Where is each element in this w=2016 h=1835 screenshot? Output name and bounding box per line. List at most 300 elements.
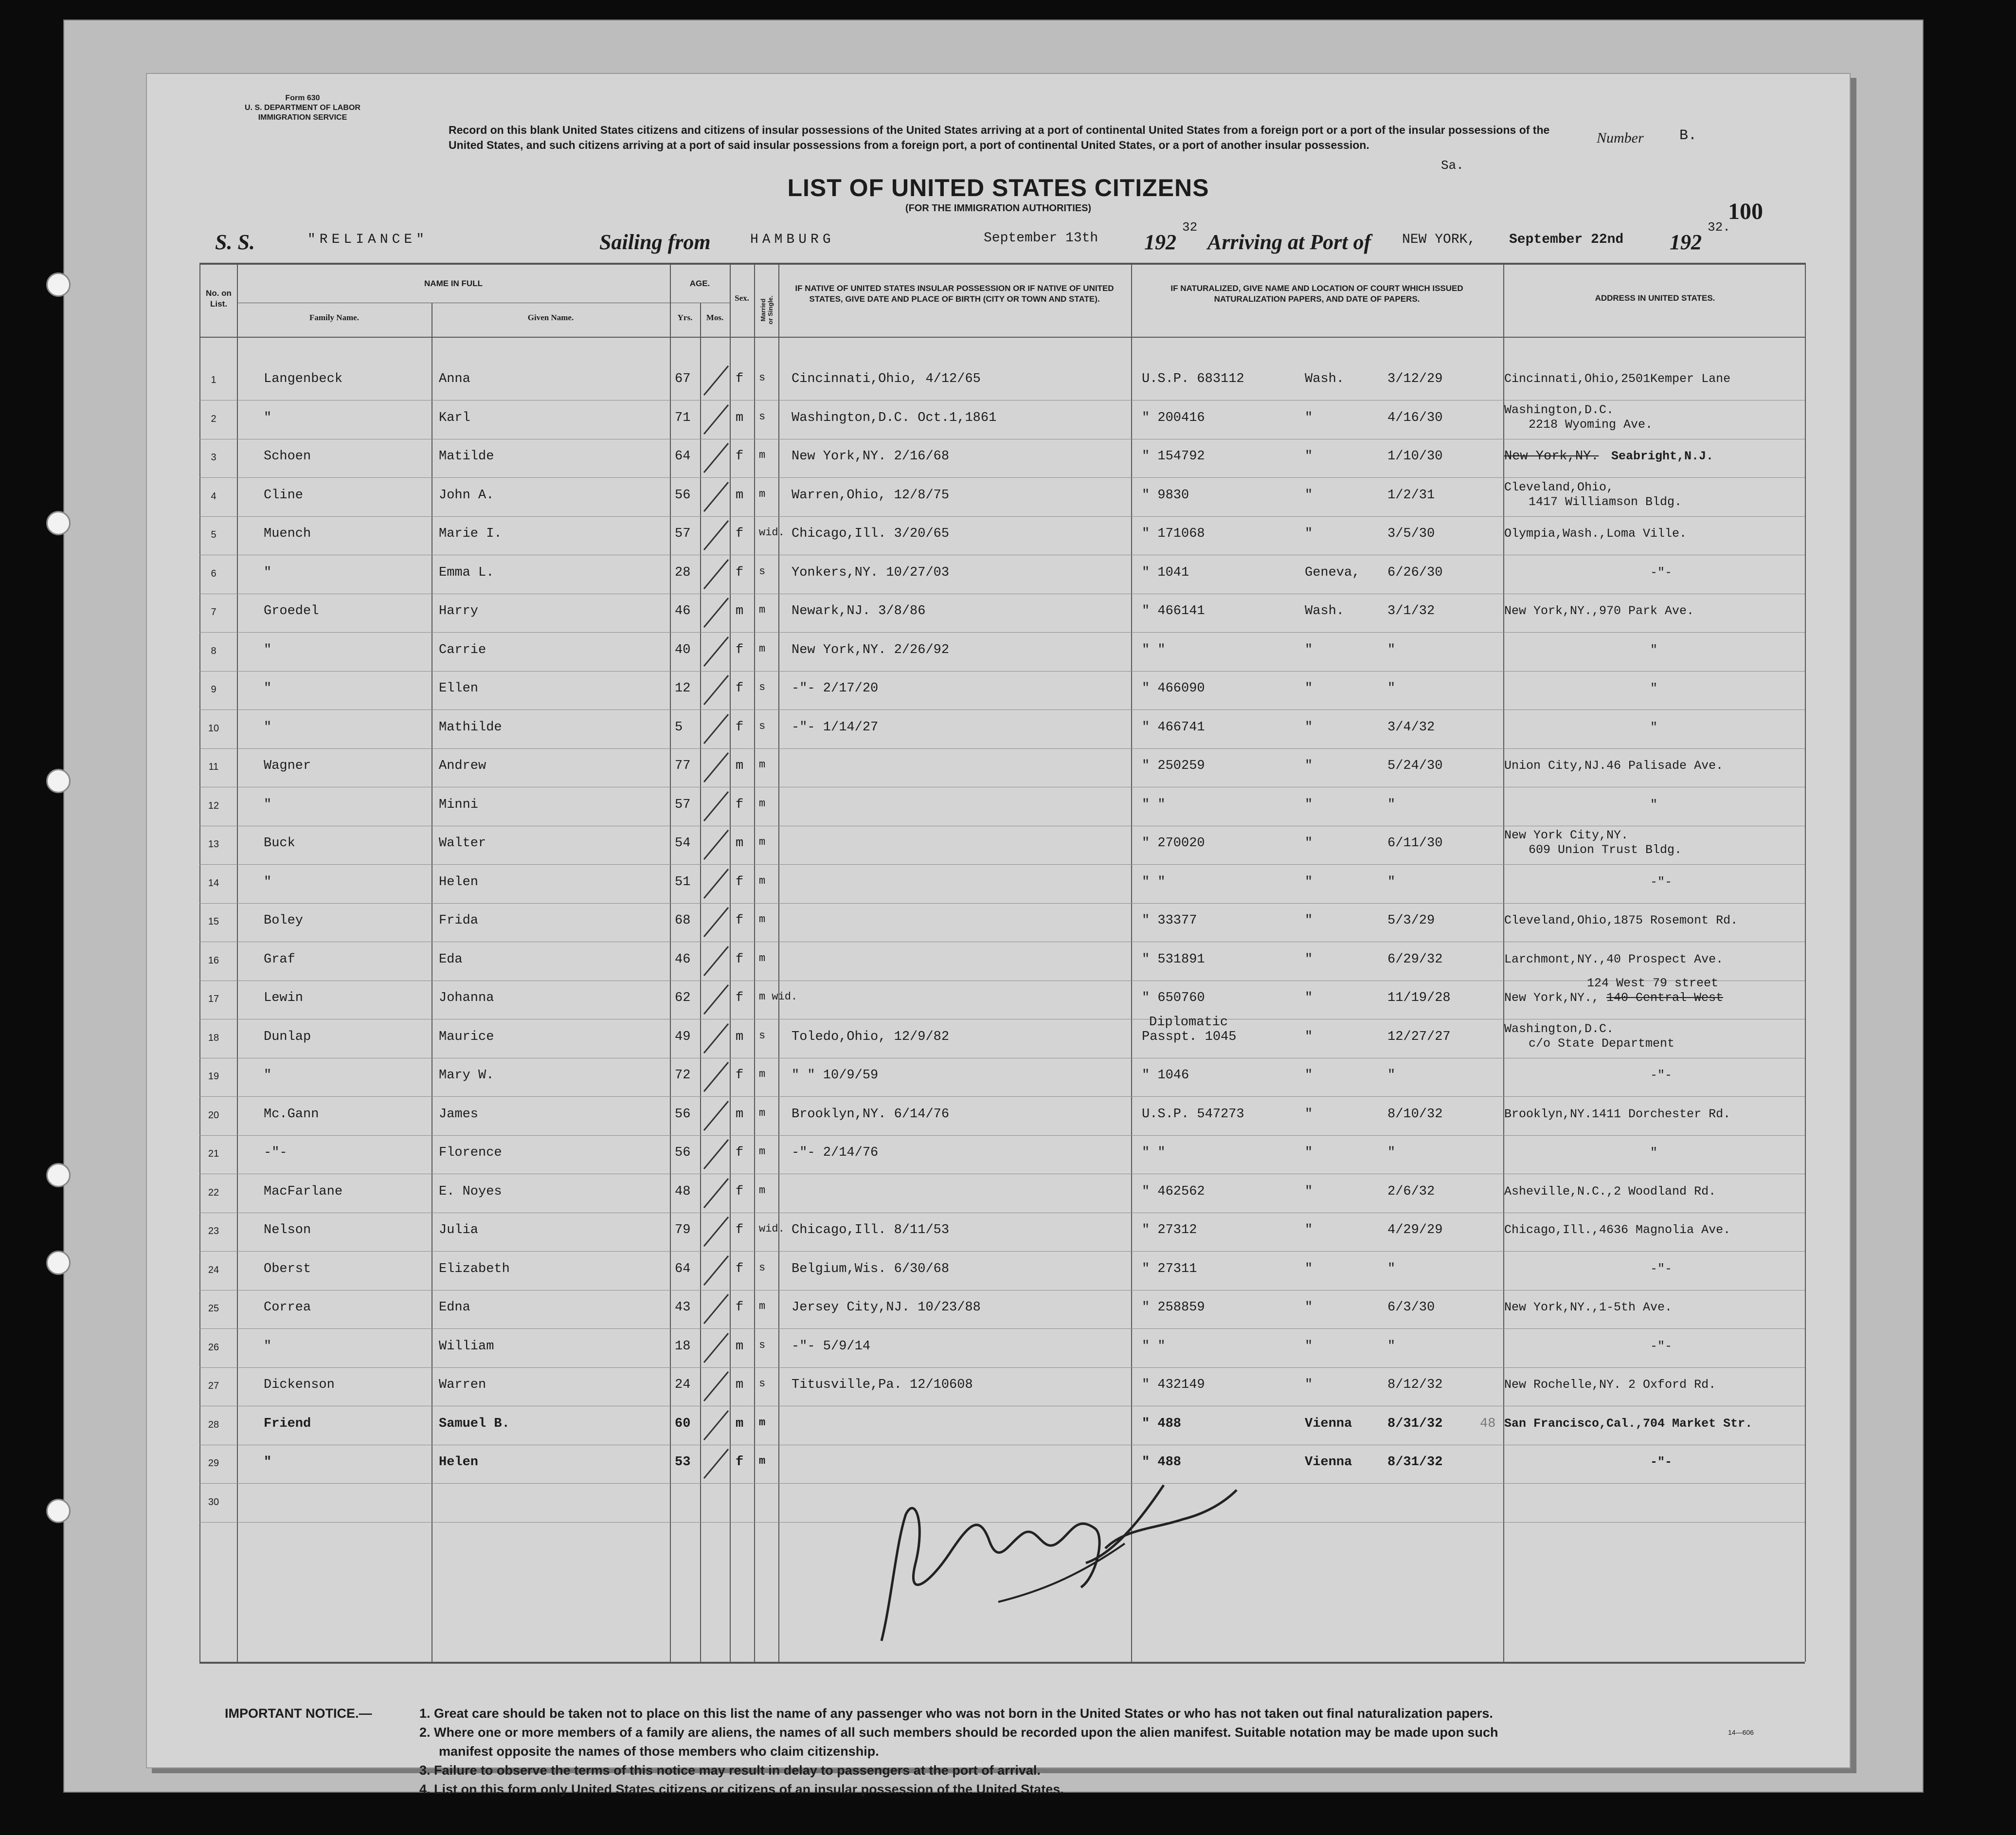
tick-mark-icon — [702, 673, 731, 707]
row-nat_b: " — [1305, 1184, 1313, 1199]
row-nat_c: 5/24/30 — [1387, 759, 1443, 773]
row-age: 24 — [675, 1378, 691, 1392]
row-age: 56 — [675, 1107, 691, 1122]
col-mos: Mos. — [706, 313, 724, 322]
col-name-in-full: NAME IN FULL — [424, 279, 483, 288]
row-nat_a: " 1046 — [1142, 1068, 1189, 1083]
row-nat_b: " — [1305, 449, 1313, 464]
row-number: 16 — [208, 955, 219, 966]
row-nat_a: " 33377 — [1142, 913, 1197, 928]
row-rule — [199, 477, 1805, 478]
row-birth: -"- 2/14/76 — [792, 1145, 879, 1160]
row-nat_b: " — [1305, 527, 1313, 541]
row-family: Groedel — [264, 604, 319, 618]
arriving-label: Arriving at Port of — [1207, 230, 1371, 254]
row-nat_a: " 462562 — [1142, 1184, 1205, 1199]
col-birth: IF NATIVE OF UNITED STATES INSULAR POSSESSION OR IF NATIVE OF UNITED STATES, GIVE DATE AND PLACE OF BIRTH (CITY OR TOWN AND STATE). — [795, 284, 1114, 304]
row-nat_b: " — [1305, 874, 1313, 890]
row-given: Marie I. — [439, 527, 502, 541]
row-ms: m — [759, 797, 766, 810]
row-sex: m — [736, 836, 744, 851]
from-port: HAMBURG — [750, 232, 835, 247]
row-sex: f — [736, 1145, 744, 1160]
row-addr: New York,NY.,1-5th Ave. — [1504, 1300, 1673, 1314]
row-family: Buck — [264, 836, 295, 851]
sa-mark: Sa. — [1441, 158, 1464, 173]
row-number: 24 — [208, 1264, 219, 1275]
row-rule — [199, 903, 1805, 904]
tick-mark-icon — [702, 557, 731, 591]
tick-mark-icon — [702, 867, 731, 901]
row-age: 46 — [675, 952, 691, 967]
row-nat_a: " 466141 — [1142, 604, 1205, 618]
row-given: E. Noyes — [439, 1184, 502, 1199]
row-age: 60 — [675, 1416, 691, 1431]
row-nat_c: " — [1387, 681, 1396, 696]
row-addr_struck2: 140 Central West — [1606, 991, 1724, 1005]
row-nat_a: " 1041 — [1142, 565, 1189, 580]
row-addr: New York,NY., — [1504, 991, 1600, 1005]
row-nat_c: 6/11/30 — [1387, 836, 1443, 851]
row-addr: Cleveland,Ohio, — [1504, 480, 1614, 494]
row-addr: " — [1650, 1145, 1658, 1160]
row-number: 28 — [208, 1419, 219, 1430]
row-addr: " — [1650, 681, 1658, 695]
row-nat_c: 8/31/32 — [1387, 1455, 1443, 1470]
sailing-label: Sailing from — [599, 230, 711, 254]
row-age: 64 — [675, 449, 691, 464]
row-nat_a: " 9830 — [1142, 488, 1189, 503]
row-nat_a: " 258859 — [1142, 1300, 1205, 1315]
row-family: Boley — [264, 913, 304, 928]
row-nat_c: " — [1387, 1339, 1396, 1354]
row-addr: Olympia,Wash.,Loma Ville. — [1504, 527, 1687, 541]
row-nat_c: " — [1387, 874, 1396, 890]
row-family: " — [264, 1455, 272, 1470]
row-birth: New York,NY. 2/26/92 — [792, 642, 950, 657]
row-number: 13 — [208, 839, 219, 850]
page-number: 100 — [1728, 199, 1763, 224]
row-nat_a: Passpt. 1045 — [1142, 1029, 1237, 1044]
row-birth: " " 10/9/59 — [792, 1068, 879, 1083]
tick-mark-icon — [702, 750, 731, 784]
row-family: Langenbeck — [264, 372, 343, 386]
binder-hole — [46, 511, 71, 535]
col-sex: Sex. — [735, 293, 749, 303]
tick-mark-icon — [702, 402, 731, 436]
row-sex: f — [736, 720, 744, 735]
row-number: 15 — [208, 916, 219, 927]
arrival-year-prefix: 192 — [1670, 230, 1702, 254]
row-birth: Warren,Ohio, 12/8/75 — [792, 488, 950, 503]
row-nat_c: 1/10/30 — [1387, 449, 1443, 464]
row-nat_b: " — [1305, 1145, 1313, 1160]
row-rule — [199, 516, 1805, 517]
row-nat_c: " — [1387, 1145, 1396, 1160]
row-addr: -"- — [1650, 1068, 1673, 1082]
row-age: 57 — [675, 527, 691, 541]
row-family: Muench — [264, 527, 311, 541]
row-nat_c: 8/31/32 — [1387, 1416, 1443, 1431]
form-header — [205, 93, 400, 123]
row-sex: m — [736, 759, 744, 773]
row-given: Elizabeth — [439, 1261, 510, 1276]
row-rule — [199, 1135, 1805, 1136]
row-age: 43 — [675, 1300, 691, 1315]
row-family: " — [264, 874, 272, 890]
tick-mark-icon — [702, 1099, 731, 1133]
row-rule — [199, 748, 1805, 749]
row-nat_a: " " — [1142, 642, 1166, 657]
row-sex: f — [736, 372, 744, 386]
department: U. S. DEPARTMENT OF LABOR — [245, 104, 360, 112]
row-family: Friend — [264, 1416, 311, 1431]
row-addr: Cincinnati,Ohio,2501Kemper Lane — [1504, 372, 1731, 386]
row-age: 56 — [675, 488, 691, 503]
row-family: Lewin — [264, 991, 304, 1005]
row-ms: s — [759, 1261, 766, 1274]
row-number: 10 — [208, 723, 219, 734]
row-addr: " — [1650, 642, 1658, 657]
row-age: 67 — [675, 372, 691, 386]
row-sex: f — [736, 681, 744, 696]
tick-mark-icon — [702, 480, 731, 514]
row-addr: Seabright,N.J. — [1611, 449, 1714, 463]
row-number: 21 — [208, 1148, 219, 1159]
row-nat_a: " " — [1142, 874, 1166, 890]
row-nat_c: " — [1387, 1261, 1396, 1276]
col-given: Given Name. — [527, 313, 574, 322]
row-given: Julia — [439, 1223, 479, 1237]
row-number: 9 — [211, 684, 216, 695]
notice-item-3: 3. Failure to observe the terms of this notice may result in delay to passengers at the port of arrival. — [419, 1763, 1041, 1778]
row-addr2: c/o State Department — [1529, 1036, 1675, 1051]
notice-item-2: 2. Where one or more members of a family are aliens, the names of all such members should be recorded upon the alien manifest. Suitable notation may be made upon such — [419, 1725, 1498, 1740]
row-ms: m — [759, 1416, 766, 1429]
v-4 — [700, 303, 701, 1663]
sail-date: September 13th — [984, 231, 1098, 246]
tick-mark-icon — [702, 789, 731, 823]
page-title: LIST OF UNITED STATES CITIZENS — [787, 174, 1209, 201]
row-sex: f — [736, 1068, 744, 1083]
row-nat_c: 6/3/30 — [1387, 1300, 1435, 1315]
row-number: 23 — [208, 1226, 219, 1236]
row-number: 29 — [208, 1458, 219, 1469]
row-age: 49 — [675, 1029, 691, 1044]
row-birth: Yonkers,NY. 10/27/03 — [792, 565, 950, 580]
row-given: Warren — [439, 1378, 486, 1392]
row-ms: m — [759, 1068, 766, 1080]
row-given: Eda — [439, 952, 463, 967]
col-married: Married or Single. — [759, 295, 774, 325]
row-sex: m — [736, 1029, 744, 1044]
row-family: " — [264, 797, 272, 812]
row-nat_c: 6/26/30 — [1387, 565, 1443, 580]
binder-hole — [46, 1499, 71, 1523]
row-given: Minni — [439, 797, 479, 812]
v-8 — [1131, 263, 1132, 1662]
row-family: MacFarlane — [264, 1184, 343, 1199]
row-nat_b: " — [1305, 1339, 1313, 1354]
row-addr: Brooklyn,NY.1411 Dorchester Rd. — [1504, 1107, 1731, 1121]
row-birth: Titusville,Pa. 12/10608 — [792, 1378, 973, 1392]
row-family: Schoen — [264, 449, 311, 464]
tick-mark-icon — [702, 1331, 731, 1365]
row-rule — [199, 1367, 1805, 1368]
row-birth: Belgium,Wis. 6/30/68 — [792, 1261, 950, 1276]
col-family: Family Name. — [309, 313, 359, 322]
row-number: 3 — [211, 452, 216, 463]
row-nat_b: Vienna — [1305, 1416, 1352, 1431]
row-birth: -"- 1/14/27 — [792, 720, 879, 735]
row-nat_c: 8/12/32 — [1387, 1378, 1443, 1392]
row-nat_a: " " — [1142, 797, 1166, 812]
row-sex: m — [736, 410, 744, 425]
row-sex: f — [736, 527, 744, 541]
row-nat_b: " — [1305, 1378, 1313, 1392]
tick-mark-icon — [702, 518, 731, 552]
row-sex: f — [736, 1184, 744, 1199]
row-ms: m — [759, 913, 766, 926]
row-addr: -"- — [1650, 1261, 1673, 1276]
row-family: Dunlap — [264, 1029, 311, 1044]
row-age: 54 — [675, 836, 691, 851]
row-number: 14 — [208, 877, 219, 889]
grid-top — [199, 263, 1805, 265]
row-ms: s — [759, 565, 766, 578]
row-addr: Washington,D.C. — [1504, 402, 1614, 417]
row-given: Carrie — [439, 642, 486, 657]
row-age: 48 — [675, 1184, 691, 1199]
row-given: Florence — [439, 1145, 502, 1160]
tick-mark-icon — [702, 712, 731, 746]
row-nat_b: Wash. — [1305, 604, 1345, 618]
row-birth: -"- 5/9/14 — [792, 1339, 871, 1354]
row-given: Karl — [439, 410, 470, 425]
row-birth: Toledo,Ohio, 12/9/82 — [792, 1029, 950, 1044]
notice-item-1: 1. Great care should be taken not to place on this list the name of any passenger who was not born in the United States or who has not taken out final naturalization papers. — [419, 1706, 1493, 1721]
row-nat_a: " " — [1142, 1145, 1166, 1160]
row-age: 12 — [675, 681, 691, 696]
row-addr: New Rochelle,NY. 2 Oxford Rd. — [1504, 1378, 1716, 1392]
row-age: 68 — [675, 913, 691, 928]
row-given: Anna — [439, 372, 470, 386]
row-nat_b: " — [1305, 1300, 1313, 1315]
row-age: 40 — [675, 642, 691, 657]
row-family: Dickenson — [264, 1378, 335, 1392]
record-instructions: Record on this blank United States citizens and citizens of insular possessions of the United States arriving at a port of continental United States from a foreign port or a port of the insular possessions of the United States, and such citizens arriving at a port of said insular possessions from a foreign port, a port of continental United States, or a port of another insular possession. — [449, 124, 1550, 151]
row-nat_a: " 488 — [1142, 1455, 1182, 1470]
row-nat_a: " 466090 — [1142, 681, 1205, 696]
row-nat_c: " — [1387, 797, 1396, 812]
row-addr: Union City,NJ.46 Palisade Ave. — [1504, 759, 1724, 773]
row-nat_b: " — [1305, 797, 1313, 812]
row-number: 20 — [208, 1109, 219, 1121]
row-nat_d: 48 — [1480, 1416, 1496, 1431]
manifest-page — [146, 73, 1851, 1797]
tick-mark-icon — [702, 1447, 731, 1481]
row-ms: s — [759, 1378, 766, 1390]
form-number: Form 630 — [285, 94, 320, 102]
row-age: 46 — [675, 604, 691, 618]
row-nat_a: " 650760 — [1142, 991, 1205, 1005]
row-nat_b: " — [1305, 681, 1313, 696]
tick-mark-icon — [702, 1176, 731, 1210]
row-addr: Larchmont,NY.,40 Prospect Ave. — [1504, 952, 1724, 966]
row-number: 4 — [211, 491, 216, 502]
notice-label: IMPORTANT NOTICE.— — [225, 1706, 372, 1721]
row-sex: f — [736, 565, 744, 580]
row-family: Cline — [264, 488, 304, 503]
row-age: 18 — [675, 1339, 691, 1354]
row-ms: s — [759, 372, 766, 384]
row-addr2: 2218 Wyoming Ave. — [1529, 417, 1653, 432]
row-age: 57 — [675, 797, 691, 812]
row-nat_c: 6/29/32 — [1387, 952, 1443, 967]
row-sex: m — [736, 1378, 744, 1392]
page-subtitle: (FOR THE IMMIGRATION AUTHORITIES) — [905, 203, 1092, 214]
row-nat_b: " — [1305, 720, 1313, 735]
row-given: Harry — [439, 604, 479, 618]
row-ms: m — [759, 449, 766, 461]
row-age: 62 — [675, 991, 691, 1005]
row-family: " — [264, 1068, 272, 1083]
v-6 — [754, 263, 755, 1662]
col-address: ADDRESS IN UNITED STATES. — [1595, 293, 1715, 303]
row-family: Graf — [264, 952, 295, 967]
footer-code: 14—606 — [1728, 1728, 1754, 1736]
row-family: Nelson — [264, 1223, 311, 1237]
grid-bottom — [199, 1662, 1805, 1664]
row-ms: m — [759, 952, 766, 964]
row-nat_c: 3/5/30 — [1387, 527, 1435, 541]
row-sex: f — [736, 1223, 744, 1237]
inspector-signature-icon — [852, 1456, 1242, 1651]
row-rule — [199, 1251, 1805, 1252]
binder-hole — [46, 273, 71, 297]
row-nat_b: " — [1305, 1107, 1313, 1122]
ss-label: S. S. — [215, 230, 255, 254]
row-nat_c: 12/27/27 — [1387, 1029, 1451, 1044]
row-sex: f — [736, 913, 744, 928]
row-addr_top: 124 West 79 street — [1587, 976, 1719, 990]
row-family: " — [264, 565, 272, 580]
row-ms: m — [759, 1107, 766, 1119]
row-birth: Chicago,Ill. 8/11/53 — [792, 1223, 950, 1237]
row-addr: -"- — [1650, 565, 1673, 580]
row-nat_c: 3/4/32 — [1387, 720, 1435, 735]
row-ms: s — [759, 720, 766, 732]
row-addr: -"- — [1650, 874, 1673, 889]
service: IMMIGRATION SERVICE — [258, 113, 347, 122]
sail-year: 32 — [1182, 220, 1198, 235]
row-number: 6 — [211, 568, 216, 579]
row-addr_struck: New York,NY. — [1504, 449, 1599, 464]
row-family: " — [264, 1339, 272, 1354]
row-number: 27 — [208, 1381, 219, 1391]
row-sex: m — [736, 1416, 744, 1431]
row-age: 28 — [675, 565, 691, 580]
row-addr: New York City,NY. — [1504, 828, 1629, 842]
tick-mark-icon — [702, 1060, 731, 1094]
v-0 — [199, 263, 200, 1662]
row-age: 64 — [675, 1261, 691, 1276]
tick-mark-icon — [702, 1021, 731, 1055]
row-nat_c: 1/2/31 — [1387, 488, 1435, 503]
row-ms: wid. — [759, 1223, 785, 1235]
row-nat_c: " — [1387, 1068, 1396, 1083]
tick-mark-icon — [702, 982, 731, 1017]
row-addr: Cleveland,Ohio,1875 Rosemont Rd. — [1504, 913, 1738, 927]
row-given: Ellen — [439, 681, 479, 696]
row-nat_b: " — [1305, 1068, 1313, 1083]
row-age: 71 — [675, 410, 691, 425]
row-rule — [199, 1328, 1805, 1329]
tick-mark-icon — [702, 905, 731, 939]
row-nat_pre: Diplomatic — [1149, 1015, 1228, 1030]
tick-mark-icon — [702, 596, 731, 630]
arrival-date: September 22nd — [1509, 232, 1624, 247]
row-number: 7 — [211, 607, 216, 618]
row-ms: m — [759, 1184, 766, 1197]
notice-item-4: 4. List on this form only United States citizens or citizens of an insular possession of the United States. — [419, 1782, 1064, 1797]
notice-item-2-cont: manifest opposite the names of those members who claim citizenship. — [439, 1744, 879, 1759]
row-nat_b: " — [1305, 488, 1313, 503]
row-nat_b: " — [1305, 913, 1313, 928]
v-7 — [778, 263, 779, 1662]
row-age: 53 — [675, 1455, 691, 1470]
row-birth: Brooklyn,NY. 6/14/76 — [792, 1107, 950, 1122]
row-nat_c: 4/16/30 — [1387, 410, 1443, 425]
row-number: 1 — [211, 375, 216, 385]
row-family: " — [264, 681, 272, 696]
row-nat_b: " — [1305, 410, 1313, 425]
row-family: Correa — [264, 1300, 311, 1315]
v-10 — [1805, 263, 1806, 1662]
row-addr: Chicago,Ill.,4636 Magnolia Ave. — [1504, 1223, 1731, 1237]
row-addr: Asheville,N.C.,2 Woodland Rd. — [1504, 1184, 1716, 1199]
row-birth: -"- 2/17/20 — [792, 681, 879, 696]
row-ms: m — [759, 1455, 766, 1467]
row-rule — [199, 632, 1805, 633]
row-nat_a: " 466741 — [1142, 720, 1205, 735]
row-nat_a: U.S.P. 683112 — [1142, 372, 1244, 386]
row-given: Mary W. — [439, 1068, 494, 1083]
row-given: Helen — [439, 874, 479, 890]
row-nat_a: " 154792 — [1142, 449, 1205, 464]
row-number: 19 — [208, 1071, 219, 1082]
row-sex: f — [736, 1261, 744, 1276]
row-ms: m — [759, 874, 766, 887]
row-given: Helen — [439, 1455, 479, 1470]
row-ms: s — [759, 1029, 766, 1042]
row-addr: " — [1650, 797, 1658, 812]
row-ms: wid. — [759, 527, 785, 539]
row-age: 77 — [675, 759, 691, 773]
row-sex: m — [736, 1107, 744, 1122]
row-ms: m — [759, 1145, 766, 1158]
arrival-port: NEW YORK, — [1402, 232, 1476, 247]
row-given: Walter — [439, 836, 486, 851]
row-number: 25 — [208, 1303, 219, 1314]
row-ms: s — [759, 681, 766, 693]
tick-mark-icon — [702, 1369, 731, 1403]
row-nat_b: " — [1305, 1261, 1313, 1276]
row-given: Frida — [439, 913, 479, 928]
row-addr2: 609 Union Trust Bldg. — [1529, 843, 1682, 857]
row-rule — [199, 709, 1805, 710]
row-nat_b: " — [1305, 1223, 1313, 1237]
